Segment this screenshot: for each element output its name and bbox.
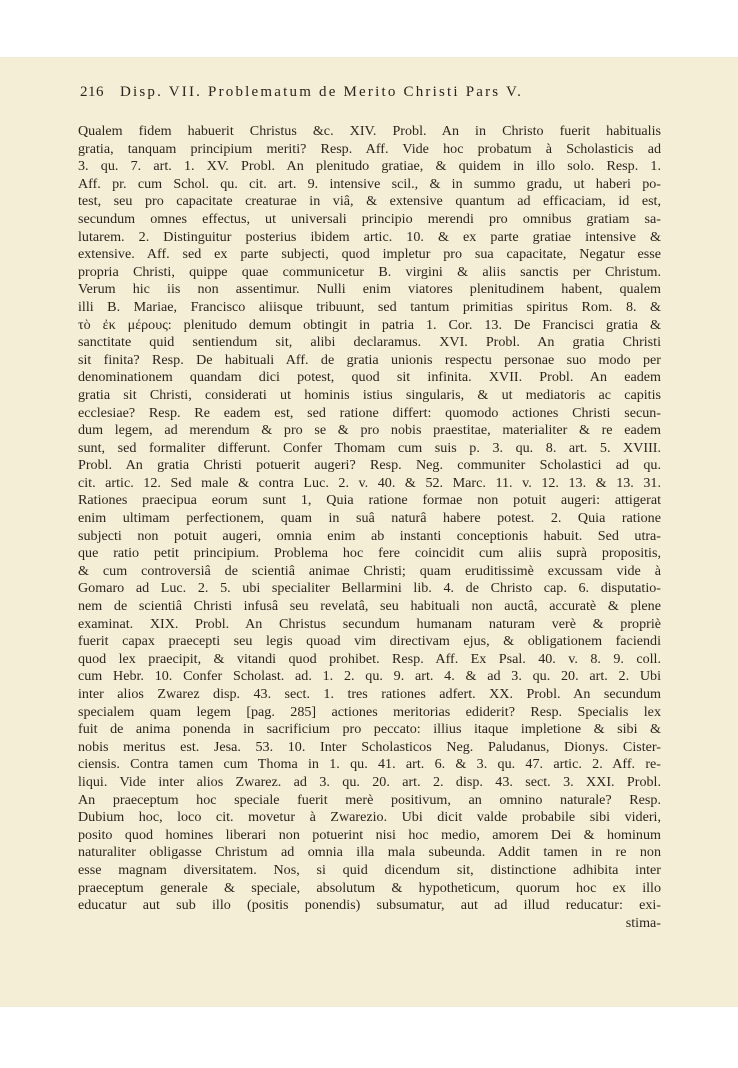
text-line: stima- [625,914,661,931]
text-line: secundum omnes effectus, ut universali principio merendi pro omnibus gratiam sa- [78,210,661,227]
text-line: posito quod homines liberari non potuerint nisi hoc medio, amorem Dei & hominum [78,826,661,843]
text-line: ecclesiae? Resp. Re eadem est, sed ratione differt: quomodo actiones Christi secun- [78,404,661,421]
text-line: naturaliter obligasse Christum ad omnia illa mala subeunda. Addit tamen in re non [78,844,661,861]
text-line: extensive. Aff. sed ex parte subjecti, quod impletur pro sua capacitate, Negatur esse [78,246,661,263]
text-line: examinat. XIX. Probl. An Christus secundum humanam naturam verè & propriè [78,615,661,632]
page-number: 216 [80,84,104,100]
text-line: test, seu pro capacitate creaturae in viâ, & extensive quantum ad efficaciam, id est, [78,193,661,210]
body-text [78,123,661,932]
text-line: praeceptum generale & speciale, absolutum & hypotheticum, quorum hoc ex illo [78,879,661,896]
text-line: Dubium hoc, loco cit. movetur à Zwarezio. Ubi dicit valde probabile sibi videri, [78,809,661,826]
text-line: Gomaro ad Luc. 2. 5. ubi specialiter Bellarmini lib. 4. de Christo cap. 6. disputatio- [78,580,661,597]
text-line: fuit de anima ponenda in sacrificium pro peccato: illius itaque impletione & sibi & [78,721,661,738]
text-line: denominationem quandam dici potest, quod sit infinita. XVII. Probl. An eadem [78,369,661,386]
text-line: & cum controversiâ de scientiâ animae Christi; quam eruditissimè excussam vide à [78,562,661,579]
text-line: cum Hebr. 10. Confer Scholast. ad. 1. 2. qu. 9. art. 4. & ad 3. qu. 20. art. 2. Ubi [78,668,661,685]
text-line: sanctitate quid sentiendum sit, alibi declaramus. XVI. Probl. An gratia Christi [78,334,661,351]
text-line: subjecti non potuit augeri, omnia enim ab instanti conceptionis habuit. Sed utra- [78,527,661,544]
text-line: que ratio petit principium. Problema hoc fere coincidit cum aliis suprà propositis, [78,545,661,562]
text-line: propria Christi, quippe quae communicetur B. virgini & aliis sanctis per Christum. [78,263,661,280]
text-line: sit finita? Resp. De habituali Aff. de gratia unionis respectu personae suo modo per [78,351,661,368]
text-line: enim ultimam perfectionem, quam in suâ naturâ habere potest. 2. Quia ratione [78,510,661,527]
text-line: ciensis. Contra tamen cum Thoma in 1. qu. 41. art. 6. & 3. qu. 47. artic. 2. Aff. re- [78,756,661,773]
text-line: specialem quam legem [pag. 285] actiones meritorias ediderit? Resp. Specialis lex [78,703,661,720]
text-line: esse magnam diversitatem. Nos, si quid dicendum sit, distinctione adhibita inter [78,861,661,878]
text-line: τὸ ἐκ μέρους: plenitudo demum obtingit in patria 1. Cor. 13. De Francisci gratia & [78,316,661,333]
text-line: sunt, sed formaliter differunt. Confer Thomam cum suis p. 3. qu. 8. art. 5. XVIII. [78,439,661,456]
text-line: lutarem. 2. Distinguitur posterius ibidem artic. 10. & ex parte gratiae intensive & [78,228,661,245]
text-line: nem de scientiâ Christi infusâ seu revelatâ, seu habituali non auctâ, accuratè & plene [78,598,661,615]
text-line: Aff. pr. cum Schol. qu. cit. art. 9. intensive scil., & in summo gradu, ut haberi po- [78,175,661,192]
text-line: liqui. Vide inter alios Zwarez. ad 3. qu. 20. art. 2. disp. 43. sect. 3. XXI. Probl. [78,773,661,790]
text-line: Qualem fidem habuerit Christus &c. XIV. Probl. An in Christo fuerit habitualis [78,123,661,139]
text-line: inter alios Zwarez disp. 43. sect. 1. tres rationes adfert. XX. Probl. An secundum [78,686,661,702]
text-line: 3. qu. 7. art. 1. XV. Probl. An plenitudo gratiae, & quidem in illo solo. Resp. 1. [78,158,661,175]
text-line: gratia, tanquam principium meriti? Resp. Aff. Vide hoc probatum à Scholasticis ad [78,140,661,157]
text-line: dum legem, ad merendum & pro se & pro nobis praestitae, materialiter & re eadem [78,422,661,439]
running-header [80,84,660,106]
text-line: Rationes praecipua eorum sunt 1, Quia ratione formae non potuit augeri: attigerat [78,492,661,509]
text-line: nobis meritus est. Jesa. 53. 10. Inter Scholasticos Neg. Paludanus, Dionys. Cister- [78,738,661,755]
running-title: Disp. VII. Problematum de Merito Christi Pars V. [119,84,524,100]
text-line: An praeceptum hoc speciale fuerit merè positivum, an omnino naturale? Resp. [78,791,661,808]
text-line: gratia sit Christi, considerati ut hominis istius singularis, & ut mediatoris ac capitis [78,386,661,403]
text-line: cit. artic. 12. Sed male & contra Luc. 2. v. 40. & 52. Marc. 11. v. 12. 13. & 13. 31. [78,474,661,491]
text-line: Probl. An gratia Christi potuerit augeri? Resp. Neg. communiter Scholastici ad qu. [78,457,661,474]
text-line: quod lex praecipit, & vitandi quod prohibet. Resp. Aff. Ex Psal. 40. v. 8. 9. coll. [78,650,661,667]
text-line: fuerit capax praecepti seu legis quoad vim directivam ejus, & obligationem faciendi [78,633,661,650]
book-page [0,57,738,1007]
text-line: educatur aut sub illo (positis ponendis) subsumatur, aut ad illud reducatur: exi- [78,897,661,914]
text-line: Verum hic iis non assentimur. Nulli enim viatores plenitudinem habent, qualem [78,281,661,298]
text-line: illi B. Mariae, Francisco aliisque tribuunt, sed tantum primitias spiritus Rom. 8. & [78,298,661,315]
